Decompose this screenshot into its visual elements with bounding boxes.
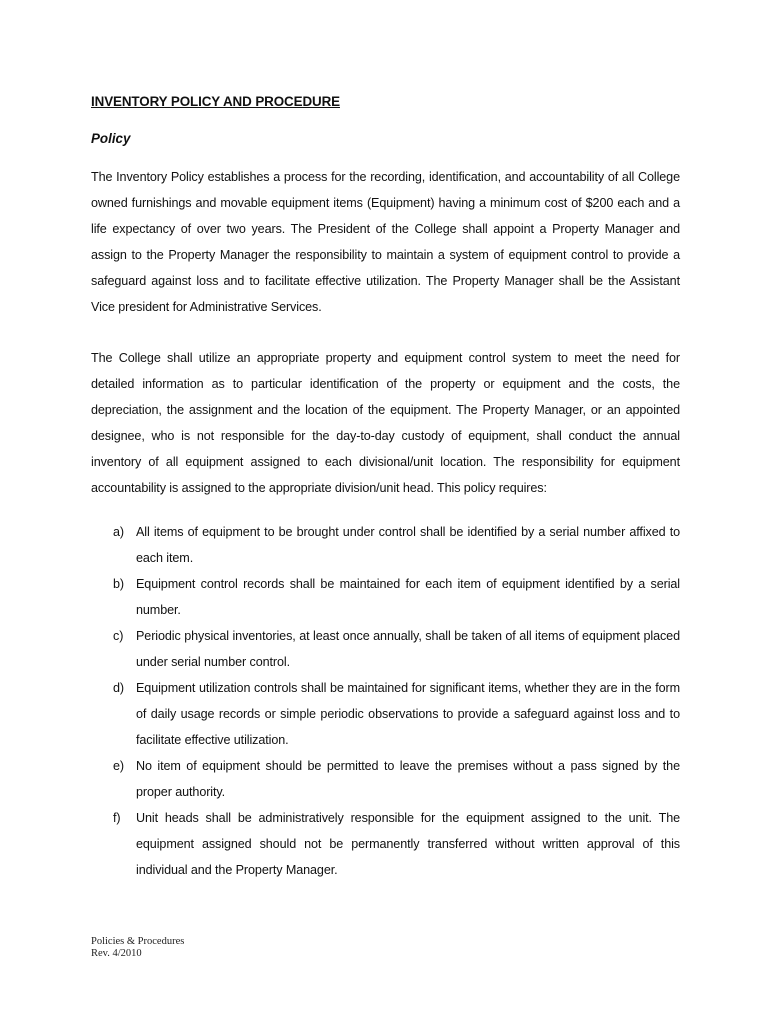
page-footer [91, 936, 184, 960]
document-title: INVENTORY POLICY AND PROCEDURE [91, 94, 340, 109]
list-marker: e) [113, 759, 124, 773]
list-item [91, 805, 680, 883]
list-item [91, 571, 680, 623]
policy-paragraph-2: The College shall utilize an appropriate property and equipment control system to meet the need for detailed information as to particular identification of the property or equipment and the costs, the depreciation, the assignment and the location of the equipment. The Property Manager, or an appointed designee, who is not responsible for the day-to-day custody of equipment, shall conduct the annual inventory of all equipment assigned to each divisional/unit location. The responsibility for equipment accountability is assigned to the appropriate division/unit head. This policy requires: [91, 351, 680, 495]
footer-line-1: Policies & Procedures [91, 936, 185, 947]
list-item [91, 519, 680, 571]
list-item [91, 675, 680, 753]
list-item [91, 623, 680, 675]
list-marker: f) [113, 811, 121, 825]
list-item-text: Unit heads shall be administratively responsible for the equipment assigned to the unit. The equipment assigned should not be permanently transferred without written approval of this individual and the Property Manager. [136, 811, 680, 877]
list-marker: b) [113, 577, 124, 591]
list-item-text: Equipment control records shall be maintained for each item of equipment identified by a serial number. [136, 577, 680, 617]
footer-line-2: Rev. 4/2010 [91, 948, 142, 959]
list-item [91, 753, 680, 805]
list-marker: a) [113, 525, 124, 539]
requirements-list [91, 519, 680, 883]
list-item-text: Periodic physical inventories, at least once annually, shall be taken of all items of equipment placed under serial number control. [136, 629, 680, 669]
list-item-text: Equipment utilization controls shall be maintained for significant items, whether they are in the form of daily usage records or simple periodic observations to provide a safeguard against loss and to facilitate effective utilization. [136, 681, 680, 747]
list-item-text: No item of equipment should be permitted to leave the premises without a pass signed by the proper authority. [136, 759, 680, 799]
policy-paragraph-1: The Inventory Policy establishes a process for the recording, identification, and accountability of all College owned furnishings and movable equipment items (Equipment) having a minimum cost of $200 each and a life expectancy of over two years. The President of the College shall appoint a Property Manager and assign to the Property Manager the responsibility to maintain a system of equipment control to provide a safeguard against loss and to facilitate effective utilization. The Property Manager shall be the Assistant Vice president for Administrative Services. [91, 170, 680, 314]
list-marker: d) [113, 681, 124, 695]
list-item-text: All items of equipment to be brought under control shall be identified by a serial number affixed to each item. [136, 525, 680, 565]
list-marker: c) [113, 629, 124, 643]
section-heading-policy: Policy [91, 131, 131, 146]
